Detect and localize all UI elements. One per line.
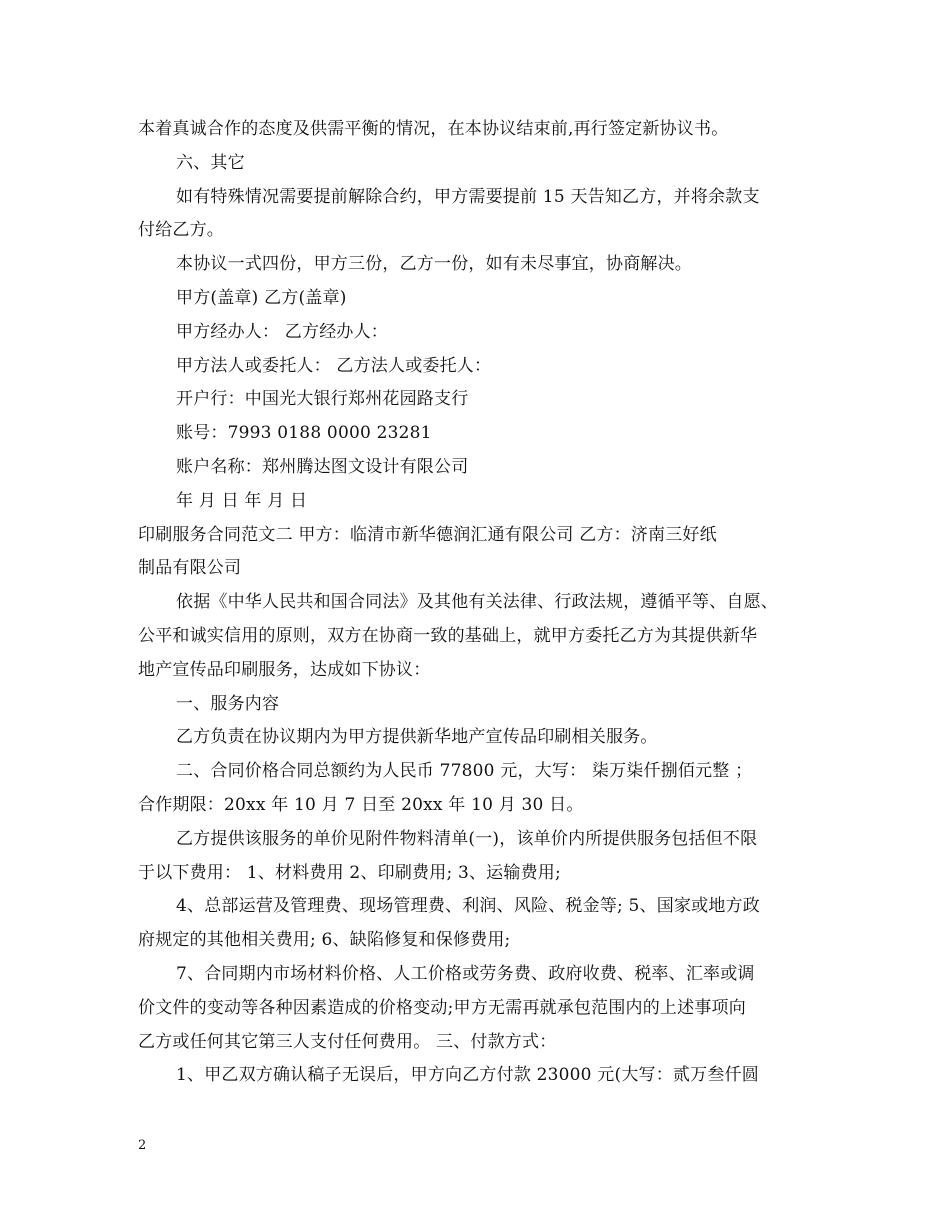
text-line: 开户行：中国光大银行郑州花园路支行	[176, 389, 469, 410]
text-line: 如有特殊情况需要提前解除合约，甲方需要提前 15 天告知乙方，并将余款支	[176, 186, 760, 207]
text-line: 印刷服务合同范文二 甲方：临清市新华德润汇通有限公司 乙方：济南三好纸	[138, 524, 717, 545]
text-line: 付给乙方。	[138, 220, 224, 241]
text-line: 1、甲乙双方确认稿子无误后，甲方向乙方付款 23000 元(大写：贰万叁仟圆	[176, 1065, 759, 1086]
text-line: 公平和诚实信用的原则，双方在协商一致的基础上，就甲方委托乙方为其提供新华	[138, 625, 758, 646]
text-line: 乙方负责在协议期内为甲方提供新华地产宣传品印刷相关服务。	[176, 727, 658, 748]
text-line: 甲方(盖章) 乙方(盖章)	[176, 287, 347, 308]
text-line: 合作期限：20xx 年 10 月 7 日至 20xx 年 10 月 30 日。	[138, 794, 584, 815]
text-line: 乙方提供该服务的单价见附件物料清单(一)，该单价内所提供服务包括但不限	[176, 828, 758, 849]
text-line: 府规定的其他相关费用; 6、缺陷修复和保修费用;	[138, 930, 511, 951]
text-line: 账号：7993 0188 0000 23281	[176, 423, 432, 444]
text-line: 六、其它	[176, 152, 245, 173]
text-line: 依据《中华人民共和国合同法》及其他有关法律、行政法规，遵循平等、自愿、	[176, 592, 778, 613]
text-line: 年 月 日 年 月 日	[176, 490, 308, 511]
text-line: 制品有限公司	[138, 558, 242, 579]
page-number: 2	[138, 1138, 147, 1153]
text-line: 一、服务内容	[176, 693, 280, 714]
text-line: 乙方或任何其它第三人支付任何费用。 三、付款方式：	[138, 1031, 557, 1052]
text-line: 二、合同价格合同总额约为人民币 77800 元，大写： 柒万柒仟捌佰元整 ；	[176, 761, 753, 782]
text-line: 甲方法人或委托人： 乙方法人或委托人：	[176, 355, 492, 376]
text-line: 地产宣传品印刷服务，达成如下协议：	[138, 659, 431, 680]
text-line: 4、总部运营及管理费、现场管理费、利润、风险、税金等; 5、国家或地方政	[176, 896, 760, 917]
document-body	[138, 113, 818, 1093]
text-line: 7、合同期内市场材料价格、人工价格或劳务费、政府收费、税率、汇率或调	[176, 963, 755, 984]
text-line: 本着真诚合作的态度及供需平衡的情况，在本协议结束前,再行签定新协议书。	[138, 119, 729, 139]
text-line: 本协议一式四份，甲方三份，乙方一份，如有未尽事宜，协商解决。	[176, 254, 692, 275]
text-line: 价文件的变动等各种因素造成的价格变动;甲方无需再就承包范围内的上述事项向	[138, 997, 746, 1018]
text-line: 于以下费用： 1、材料费用 2、印刷费用; 3、运输费用;	[138, 862, 561, 883]
text-line: 甲方经办人： 乙方经办人：	[176, 321, 389, 342]
text-line: 账户名称：郑州腾达图文设计有限公司	[176, 456, 469, 477]
